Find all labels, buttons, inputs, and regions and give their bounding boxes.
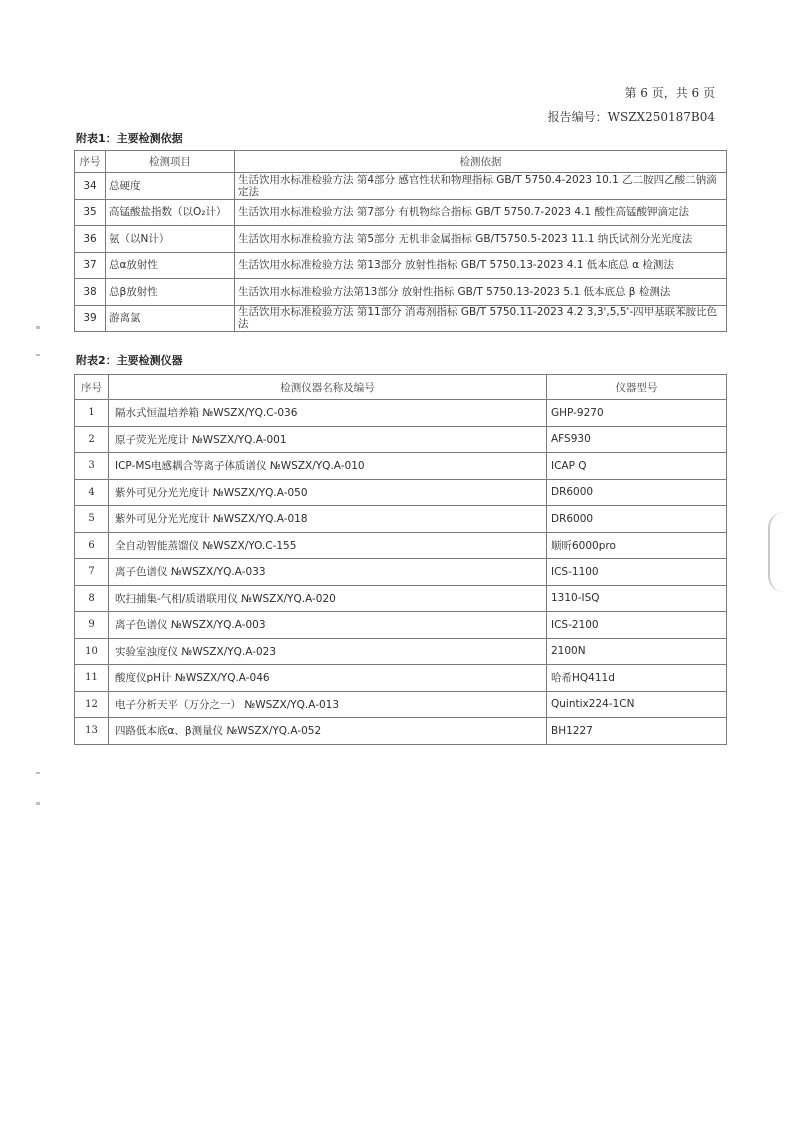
row-model: 1310-ISQ xyxy=(547,585,727,612)
instrument-table xyxy=(74,374,727,745)
row-no: 8 xyxy=(75,585,109,612)
row-no: 1 xyxy=(75,400,109,427)
basis-text: 生活饮用水标准检验方法 第5部分 无机非金属指标 GB/T5750.5-2023 11.1 纳氏试剂分光光度法 xyxy=(238,232,693,245)
row-basis xyxy=(235,173,727,200)
row-model: BH1227 xyxy=(547,718,727,745)
row-name: 原子荧光光度计 №WSZX/YQ.A-001 xyxy=(109,426,547,453)
table2-title: 附表2：主要检测仪器 xyxy=(76,354,183,367)
row-no: 7 xyxy=(75,559,109,586)
table-row xyxy=(75,479,727,506)
header-no: 序号 xyxy=(75,375,109,400)
table-row xyxy=(75,638,727,665)
table-header-row xyxy=(75,375,727,400)
row-name: 离子色谱仪 №WSZX/YQ.A-033 xyxy=(109,559,547,586)
row-name: 紫外可见分光光度计 №WSZX/YQ.A-050 xyxy=(109,479,547,506)
row-model: 顺昕6000pro xyxy=(547,532,727,559)
row-no: 4 xyxy=(75,479,109,506)
row-name: 隔水式恒温培养箱 №WSZX/YQ.C-036 xyxy=(109,400,547,427)
table1-title: 附表1：主要检测依据 xyxy=(76,132,183,145)
table-row xyxy=(75,453,727,480)
row-name: 吹扫捕集-气相/质谱联用仪 №WSZX/YQ.A-020 xyxy=(109,585,547,612)
row-no: 36 xyxy=(75,226,106,253)
row-item: 高锰酸盐指数（以O₂计） xyxy=(106,199,235,226)
row-name: 离子色谱仪 №WSZX/YQ.A-003 xyxy=(109,612,547,639)
report-number: 报告编号：WSZX250187B04 xyxy=(547,110,715,124)
header-name: 检测仪器名称及编号 xyxy=(109,375,547,400)
table-row xyxy=(75,226,727,253)
row-name: 酸度仪pH计 №WSZX/YQ.A-046 xyxy=(109,665,547,692)
table-row xyxy=(75,718,727,745)
row-model: ICAP Q xyxy=(547,453,727,480)
row-item: 总硬度 xyxy=(106,173,235,200)
row-basis xyxy=(235,305,727,332)
row-model: ICS-1100 xyxy=(547,559,727,586)
header-basis: 检测依据 xyxy=(235,151,727,173)
row-name: 四路低本底α、β测量仪 №WSZX/YQ.A-052 xyxy=(109,718,547,745)
row-item: 总α放射性 xyxy=(106,252,235,279)
row-no: 34 xyxy=(75,173,106,200)
row-no: 3 xyxy=(75,453,109,480)
page-number: 第 6 页，共 6 页 xyxy=(624,86,715,100)
detection-basis-table xyxy=(74,150,727,332)
row-name: 紫外可见分光光度计 №WSZX/YQ.A-018 xyxy=(109,506,547,533)
row-model: Quintix224-1CN xyxy=(547,691,727,718)
table-row xyxy=(75,400,727,427)
table-row xyxy=(75,612,727,639)
row-basis xyxy=(235,252,727,279)
basis-text: 生活饮用水标准检验方法 第11部分 消毒剂指标 GB/T 5750.11-2023 4.2 3,3',5,5'-四甲基联苯胺比色法 xyxy=(238,306,718,331)
row-no: 35 xyxy=(75,199,106,226)
row-no: 11 xyxy=(75,665,109,692)
row-model: AFS930 xyxy=(547,426,727,453)
table-row xyxy=(75,305,727,332)
row-no: 2 xyxy=(75,426,109,453)
row-no: 13 xyxy=(75,718,109,745)
row-no: 38 xyxy=(75,279,106,306)
table-row xyxy=(75,199,727,226)
table-row xyxy=(75,173,727,200)
row-name: 全自动智能蒸馏仪 №WSZX/YO.C-155 xyxy=(109,532,547,559)
table-row xyxy=(75,532,727,559)
row-model: 2100N xyxy=(547,638,727,665)
table-row xyxy=(75,426,727,453)
basis-text: 生活饮用水标准检验方法 第7部分 有机物综合指标 GB/T 5750.7-2023 4.1 酸性高锰酸钾滴定法 xyxy=(238,206,689,219)
row-basis xyxy=(235,279,727,306)
basis-text: 生活饮用水标准检验方法第13部分 放射性指标 GB/T 5750.13-2023 5.1 低本底总 β 检测法 xyxy=(238,285,671,298)
row-no: 9 xyxy=(75,612,109,639)
header-item: 检测项目 xyxy=(106,151,235,173)
row-item: 游离氯 xyxy=(106,305,235,332)
row-no: 39 xyxy=(75,305,106,332)
row-model: DR6000 xyxy=(547,506,727,533)
scan-mark xyxy=(36,802,40,805)
page-fold-shadow xyxy=(768,512,784,592)
basis-text: 生活饮用水标准检验方法 第13部分 放射性指标 GB/T 5750.13-2023 4.1 低本底总 α 检测法 xyxy=(238,259,674,272)
table-row xyxy=(75,506,727,533)
table-row xyxy=(75,585,727,612)
row-name: ICP-MS电感耦合等离子体质谱仪 №WSZX/YQ.A-010 xyxy=(109,453,547,480)
table-row xyxy=(75,665,727,692)
row-basis xyxy=(235,199,727,226)
scan-mark xyxy=(36,326,40,329)
table-row xyxy=(75,279,727,306)
row-no: 6 xyxy=(75,532,109,559)
header-no: 序号 xyxy=(75,151,106,173)
row-no: 5 xyxy=(75,506,109,533)
row-no: 10 xyxy=(75,638,109,665)
table-row xyxy=(75,691,727,718)
row-item: 总β放射性 xyxy=(106,279,235,306)
row-item: 氨（以N计） xyxy=(106,226,235,253)
row-model: GHP-9270 xyxy=(547,400,727,427)
table-header-row xyxy=(75,151,727,173)
row-no: 12 xyxy=(75,691,109,718)
scan-mark xyxy=(36,354,40,356)
scan-mark xyxy=(36,772,40,774)
row-basis xyxy=(235,226,727,253)
table-row xyxy=(75,252,727,279)
row-model: DR6000 xyxy=(547,479,727,506)
basis-text: 生活饮用水标准检验方法 第4部分 感官性状和物理指标 GB/T 5750.4-2023 10.1 乙二胺四乙酸二钠滴定法 xyxy=(238,173,717,198)
row-no: 37 xyxy=(75,252,106,279)
row-name: 电子分析天平（万分之一） №WSZX/YQ.A-013 xyxy=(109,691,547,718)
table-row xyxy=(75,559,727,586)
row-name: 实验室浊度仪 №WSZX/YQ.A-023 xyxy=(109,638,547,665)
row-model: ICS-2100 xyxy=(547,612,727,639)
header-model: 仪器型号 xyxy=(547,375,727,400)
row-model: 哈希HQ411d xyxy=(547,665,727,692)
